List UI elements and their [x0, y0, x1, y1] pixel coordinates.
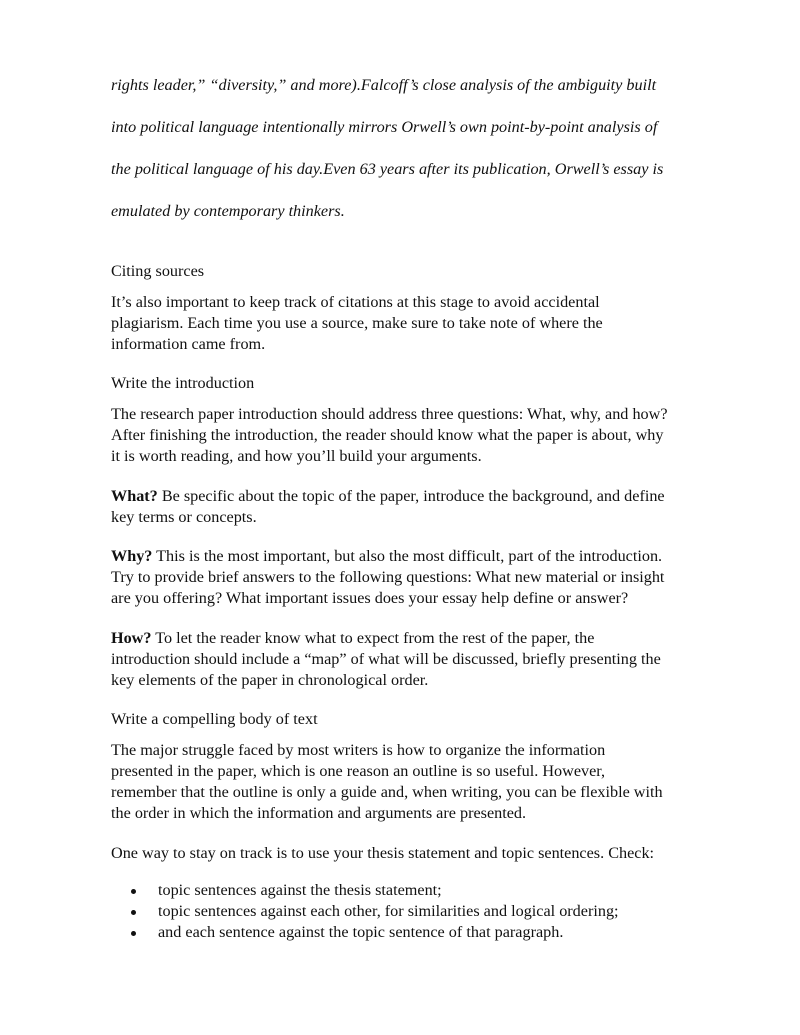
list-item-text: topic sentences against the thesis statement;: [158, 881, 442, 899]
paragraph-citing-sources: [111, 292, 751, 355]
text-line: [111, 628, 751, 649]
text-line: it is worth reading, and how you’ll build your arguments.: [111, 447, 482, 465]
text-line: One way to stay on track is to use your thesis statement and topic sentences. Check:: [111, 844, 655, 862]
paragraph-how: [111, 628, 751, 691]
list-item: [111, 901, 751, 922]
italic-line: the political language of his day.Even 63 years after its publication, Orwell’s essay is: [111, 160, 664, 178]
text-line: presented in the paper, which is one reason an outline is so useful. However,: [111, 762, 606, 780]
paragraph-body: [111, 740, 751, 824]
text-line: key terms or concepts.: [111, 508, 257, 526]
text-line: [111, 486, 751, 507]
italic-line: emulated by contemporary thinkers.: [111, 202, 345, 220]
heading-body-of-text: Write a compelling body of text: [111, 710, 318, 728]
text-line: [111, 546, 751, 567]
what-text: Be specific about the topic of the paper, introduce the background, and define: [157, 487, 665, 505]
text-line: information came from.: [111, 335, 266, 353]
how-text: To let the reader know what to expect from the rest of the paper, the: [151, 629, 595, 647]
why-label: Why?: [111, 547, 153, 565]
list-item: [111, 880, 751, 901]
paragraph-what: [111, 486, 751, 528]
bullet-icon: [131, 910, 136, 915]
bullet-list: [111, 880, 751, 943]
list-item-text: and each sentence against the topic sentence of that paragraph.: [158, 923, 564, 941]
heading-write-introduction: Write the introduction: [111, 374, 255, 392]
text-line: remember that the outline is only a guide and, when writing, you can be flexible with: [111, 783, 663, 801]
bullet-icon: [131, 889, 136, 894]
how-label: How?: [111, 629, 152, 647]
text-line: the order in which the information and arguments are presented.: [111, 804, 527, 822]
italic-line: rights leader,” “diversity,” and more).Falcoff’s close analysis of the ambiguity built: [111, 76, 657, 94]
paragraph-why: [111, 546, 751, 609]
text-line: are you offering? What important issues does your essay help define or answer?: [111, 589, 629, 607]
paragraph-introduction: [111, 404, 751, 467]
bullet-icon: [131, 931, 136, 936]
what-label: What?: [111, 487, 158, 505]
text-line: plagiarism. Each time you use a source, make sure to take note of where the: [111, 314, 603, 332]
text-line: Try to provide brief answers to the following questions: What new material or insight: [111, 568, 665, 586]
text-line: It’s also important to keep track of citations at this stage to avoid accidental: [111, 293, 600, 311]
text-line: The research paper introduction should address three questions: What, why, and how?: [111, 405, 668, 423]
paragraph-check: [111, 843, 751, 864]
list-item: [111, 922, 751, 943]
intro-italic-paragraph: [111, 68, 751, 236]
text-line: key elements of the paper in chronological order.: [111, 671, 429, 689]
italic-line: into political language intentionally mirrors Orwell’s own point-by-point analysis of: [111, 118, 658, 136]
heading-citing-sources: Citing sources: [111, 262, 205, 280]
text-line: The major struggle faced by most writers is how to organize the information: [111, 741, 606, 759]
text-line: introduction should include a “map” of what will be discussed, briefly presenting the: [111, 650, 661, 668]
why-text: This is the most important, but also the most difficult, part of the introduction.: [152, 547, 663, 565]
list-item-text: topic sentences against each other, for similarities and logical ordering;: [158, 902, 619, 920]
text-line: After finishing the introduction, the reader should know what the paper is about, why: [111, 426, 664, 444]
